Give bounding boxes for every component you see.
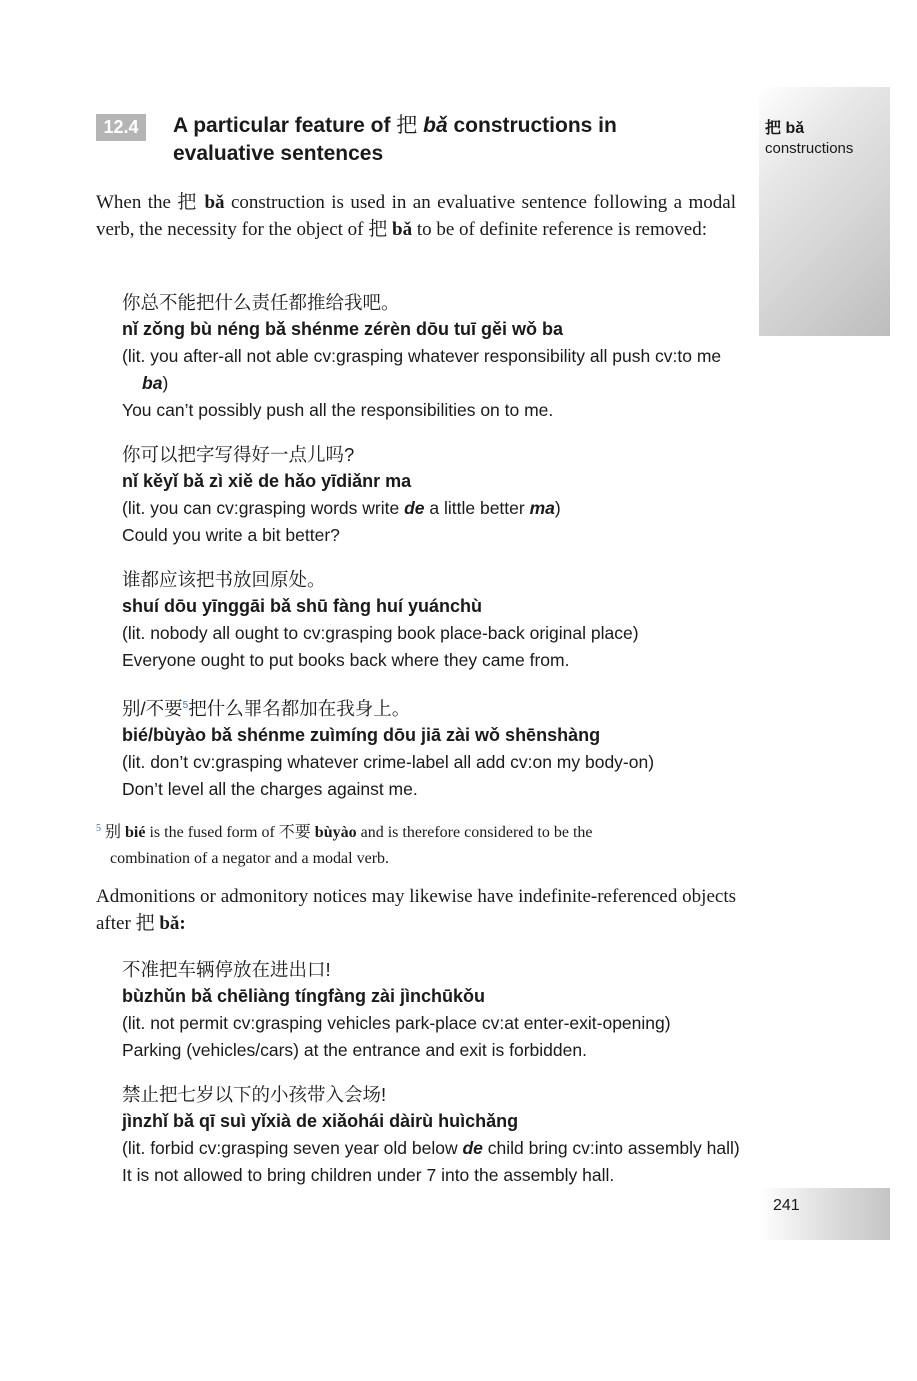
example-chinese: 禁止把七岁以下的小孩带入会场! [122, 1084, 387, 1105]
example-translation: Parking (vehicles/cars) at the entrance and exit is forbidden. [122, 1040, 587, 1060]
intro-chinese-1: 把 [177, 192, 199, 213]
running-head-pinyin: bǎ [785, 120, 805, 137]
section-title-suffix: constructions in evaluative sentences [173, 114, 617, 165]
example-literal: (lit. don’t cv:grasping whatever crime-label all add cv:on my body-on) [122, 752, 655, 772]
literal-text-mid: a little better [429, 498, 525, 518]
running-head-title [765, 115, 804, 138]
intro-text-3: to be of definite reference is removed: [416, 219, 707, 240]
literal-particle: de [404, 498, 425, 518]
example-literal: (lit. not permit cv:grasping vehicles park-place cv:at enter-exit-opening) [122, 1013, 671, 1033]
example-4 [122, 692, 742, 803]
example-literal [122, 343, 742, 397]
example-chinese: 你可以把字写得好一点儿吗? [122, 444, 355, 465]
literal-particle: ba [142, 373, 163, 393]
admonition-paragraph [96, 883, 736, 937]
section-title-prefix: A particular feature of [173, 114, 391, 137]
example-translation: It is not allowed to bring children under 7 into the assembly hall. [122, 1165, 615, 1185]
example-pinyin: shuí dōu yīnggāi bǎ shū fàng huí yuánchù [122, 596, 483, 616]
intro-text-1: When the [96, 192, 171, 213]
chinese-pre: 别/不要 [122, 698, 183, 719]
example-literal [122, 495, 742, 522]
example-pinyin: bié/bùyào bǎ shénme zuìmíng dōu jiā zài wǒ shēnshàng [122, 725, 601, 745]
literal-close: ) [554, 498, 561, 518]
footnote-marker[interactable]: 5 [182, 700, 189, 711]
running-head-label: constructions [765, 140, 854, 157]
footnote-mark: 5 [96, 823, 101, 834]
literal-particle-2: ma [529, 498, 555, 518]
literal-text: (lit. you after-all not able cv:grasping whatever responsibility all push cv:to me [122, 346, 722, 366]
example-pinyin: jìnzhǐ bǎ qī suì yǐxià de xiǎohái dàirù huìchǎng [122, 1111, 519, 1131]
intro-text-2: construction is used in an evaluative sentence following a modal verb, the necessity for the object of [96, 192, 736, 240]
example-translation: You can’t possibly push all the responsibilities on to me. [122, 400, 554, 420]
example-pinyin: nǐ kěyǐ bǎ zì xiě de hǎo yīdiǎnr ma [122, 471, 412, 491]
footnote-chinese-1: 别 [105, 824, 122, 841]
example-literal: (lit. nobody all ought to cv:grasping book place-back original place) [122, 623, 639, 643]
running-head-chinese: 把 [765, 120, 782, 137]
example-translation: Could you write a bit better? [122, 525, 340, 545]
admonition-chinese: 把 [135, 913, 155, 934]
example-chinese [122, 692, 742, 722]
literal-text-post: child bring cv:into assembly hall) [487, 1138, 740, 1158]
example-chinese: 谁都应该把书放回原处。 [122, 569, 326, 590]
literal-text: (lit. you can cv:grasping words write [122, 498, 400, 518]
example-literal [122, 1135, 742, 1162]
section-title-pinyin: bǎ [423, 114, 448, 137]
footnote-pinyin-1: bié [125, 824, 146, 841]
example-6 [122, 1081, 742, 1189]
example-pinyin: bùzhǔn bǎ chēliàng tíngfàng zài jìnchūkǒu [122, 986, 485, 1006]
running-head-tab [759, 87, 890, 336]
example-2 [122, 441, 742, 549]
chinese-post: 把什么罪名都加在我身上。 [188, 698, 411, 719]
intro-pinyin-2: bǎ [392, 219, 413, 240]
footnote-chinese-2: 不要 [278, 824, 311, 841]
admonition-pinyin: bǎ [159, 913, 180, 934]
literal-close: ) [162, 373, 169, 393]
section-title-chinese: 把 [396, 114, 418, 137]
example-3 [122, 566, 742, 674]
example-translation: Don’t level all the charges against me. [122, 779, 418, 799]
literal-particle: de [462, 1138, 483, 1158]
section-number: 12.4 [96, 114, 146, 141]
example-5 [122, 956, 742, 1064]
admonition-text: Admonitions or admonitory notices may likewise have indefinite-referenced objects after [96, 886, 736, 934]
section-title [173, 112, 713, 168]
footnote-text-2: and is therefore considered to be the [360, 824, 593, 841]
example-1 [122, 289, 742, 424]
literal-text: (lit. forbid cv:grasping seven year old below [122, 1138, 458, 1158]
example-chinese: 你总不能把什么责任都推给我吧。 [122, 292, 400, 313]
footnote [96, 816, 736, 872]
footnote-text-1: is the fused form of [149, 824, 275, 841]
intro-chinese-2: 把 [368, 219, 388, 240]
admonition-colon: : [179, 913, 186, 934]
page-number-tab [759, 1188, 890, 1240]
footnote-text-3: combination of a negator and a modal verb. [110, 850, 390, 867]
page-number: 241 [773, 1197, 800, 1214]
example-translation: Everyone ought to put books back where they came from. [122, 650, 570, 670]
footnote-pinyin-2: bùyào [314, 824, 357, 841]
intro-paragraph [96, 189, 736, 243]
example-chinese: 不准把车辆停放在进出口! [122, 959, 331, 980]
intro-pinyin-1: bǎ [204, 192, 225, 213]
example-pinyin: nǐ zǒng bù néng bǎ shénme zérèn dōu tuī gěi wǒ ba [122, 319, 564, 339]
